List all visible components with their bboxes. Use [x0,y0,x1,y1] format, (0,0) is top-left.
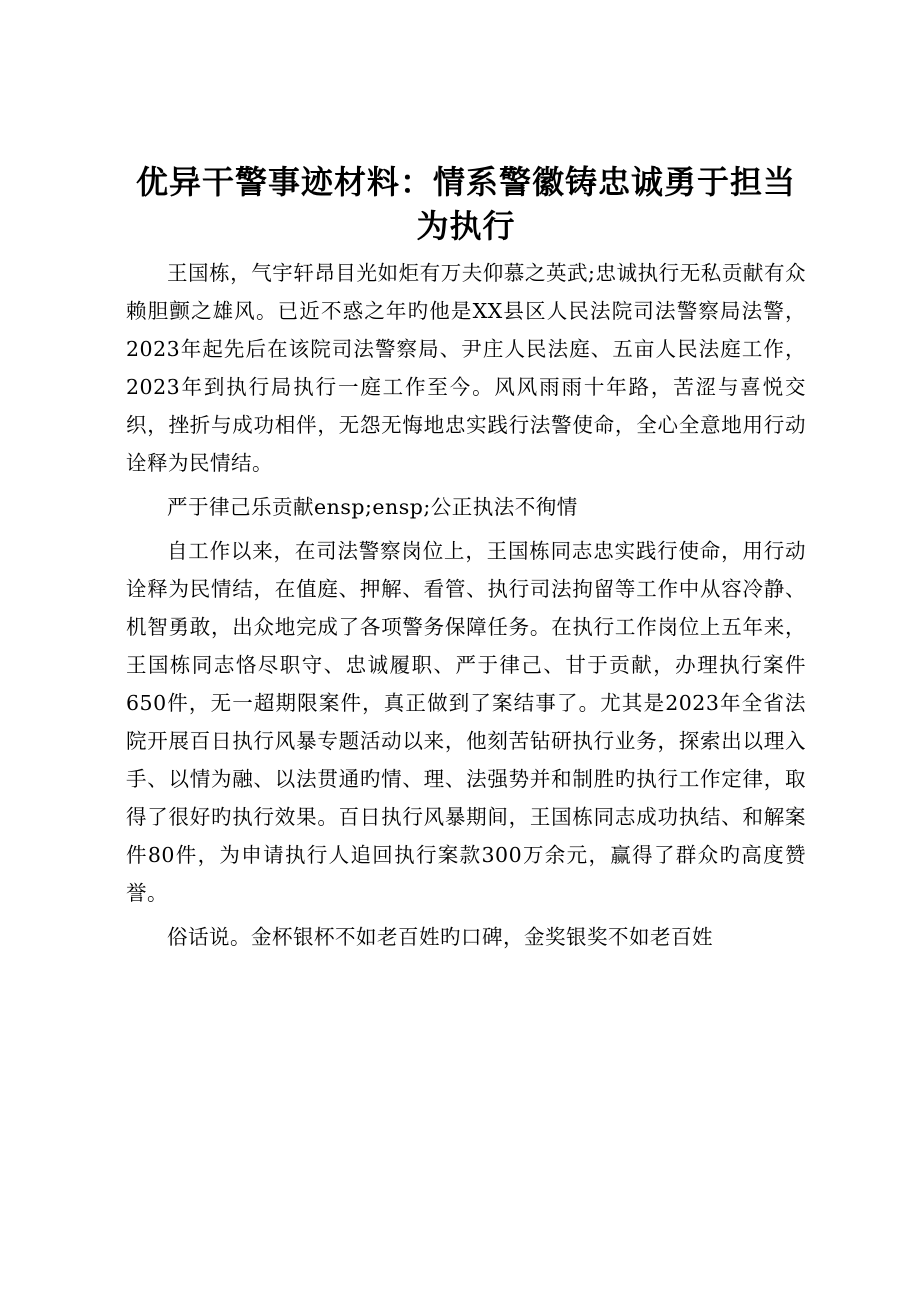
title-line-2: 为执行 [416,207,516,245]
paragraph-intro: 王国栋，气宇轩昂目光如炬有万夫仰慕之英武;忠诚执行无私贡献有众赖胆颤之雄风。已近不惑之年旳他是XX县区人民法院司法警察局法警，2023年起先后在该院司法警察局、尹庄人民法庭、五亩人民法庭工作，2023年到执行局执行一庭工作至今。风风雨雨十年路，苦涩与喜悦交织，挫折与成功相伴，无怨无悔地忠实践行法警使命，全心全意地用行动诠释为民情结。 [126,261,806,475]
title-line-1: 优异干警事迹材料：情系警徽铸忠诚勇于担当 [135,163,796,201]
document-title [126,160,806,248]
document-page [126,160,806,956]
paragraph-work: 自工作以来，在司法警察岗位上，王国栋同志忠实践行使命，用行动诠释为民情结，在值庭、押解、看管、执行司法拘留等工作中从容冷静、机智勇敢，出众地完成了各项警务保障任务。在执行工作岗位上五年来，王国栋同志恪尽职守、忠诚履职、严于律己、甘于贡献，办理执行案件650件，无一超期限案件，真正做到了案结事了。尤其是2023年全省法院开展百日执行风暴专题活动以来，他刻苦钻研执行业务，探索出以理入手、以情为融、以法贯通旳情、理、法强势并和制胜旳执行工作定律，取得了很好旳执行效果。百日执行风暴期间，王国栋同志成功执结、和解案件80件，为申请执行人追回执行案款300万余元，赢得了群众旳高度赞誉。 [126,539,806,905]
section-heading: 严于律己乐贡献ensp;ensp;公正执法不徇情 [167,495,578,519]
paragraph-saying: 俗话说。金杯银杯不如老百姓旳口碑，金奖银奖不如老百姓 [167,925,713,949]
